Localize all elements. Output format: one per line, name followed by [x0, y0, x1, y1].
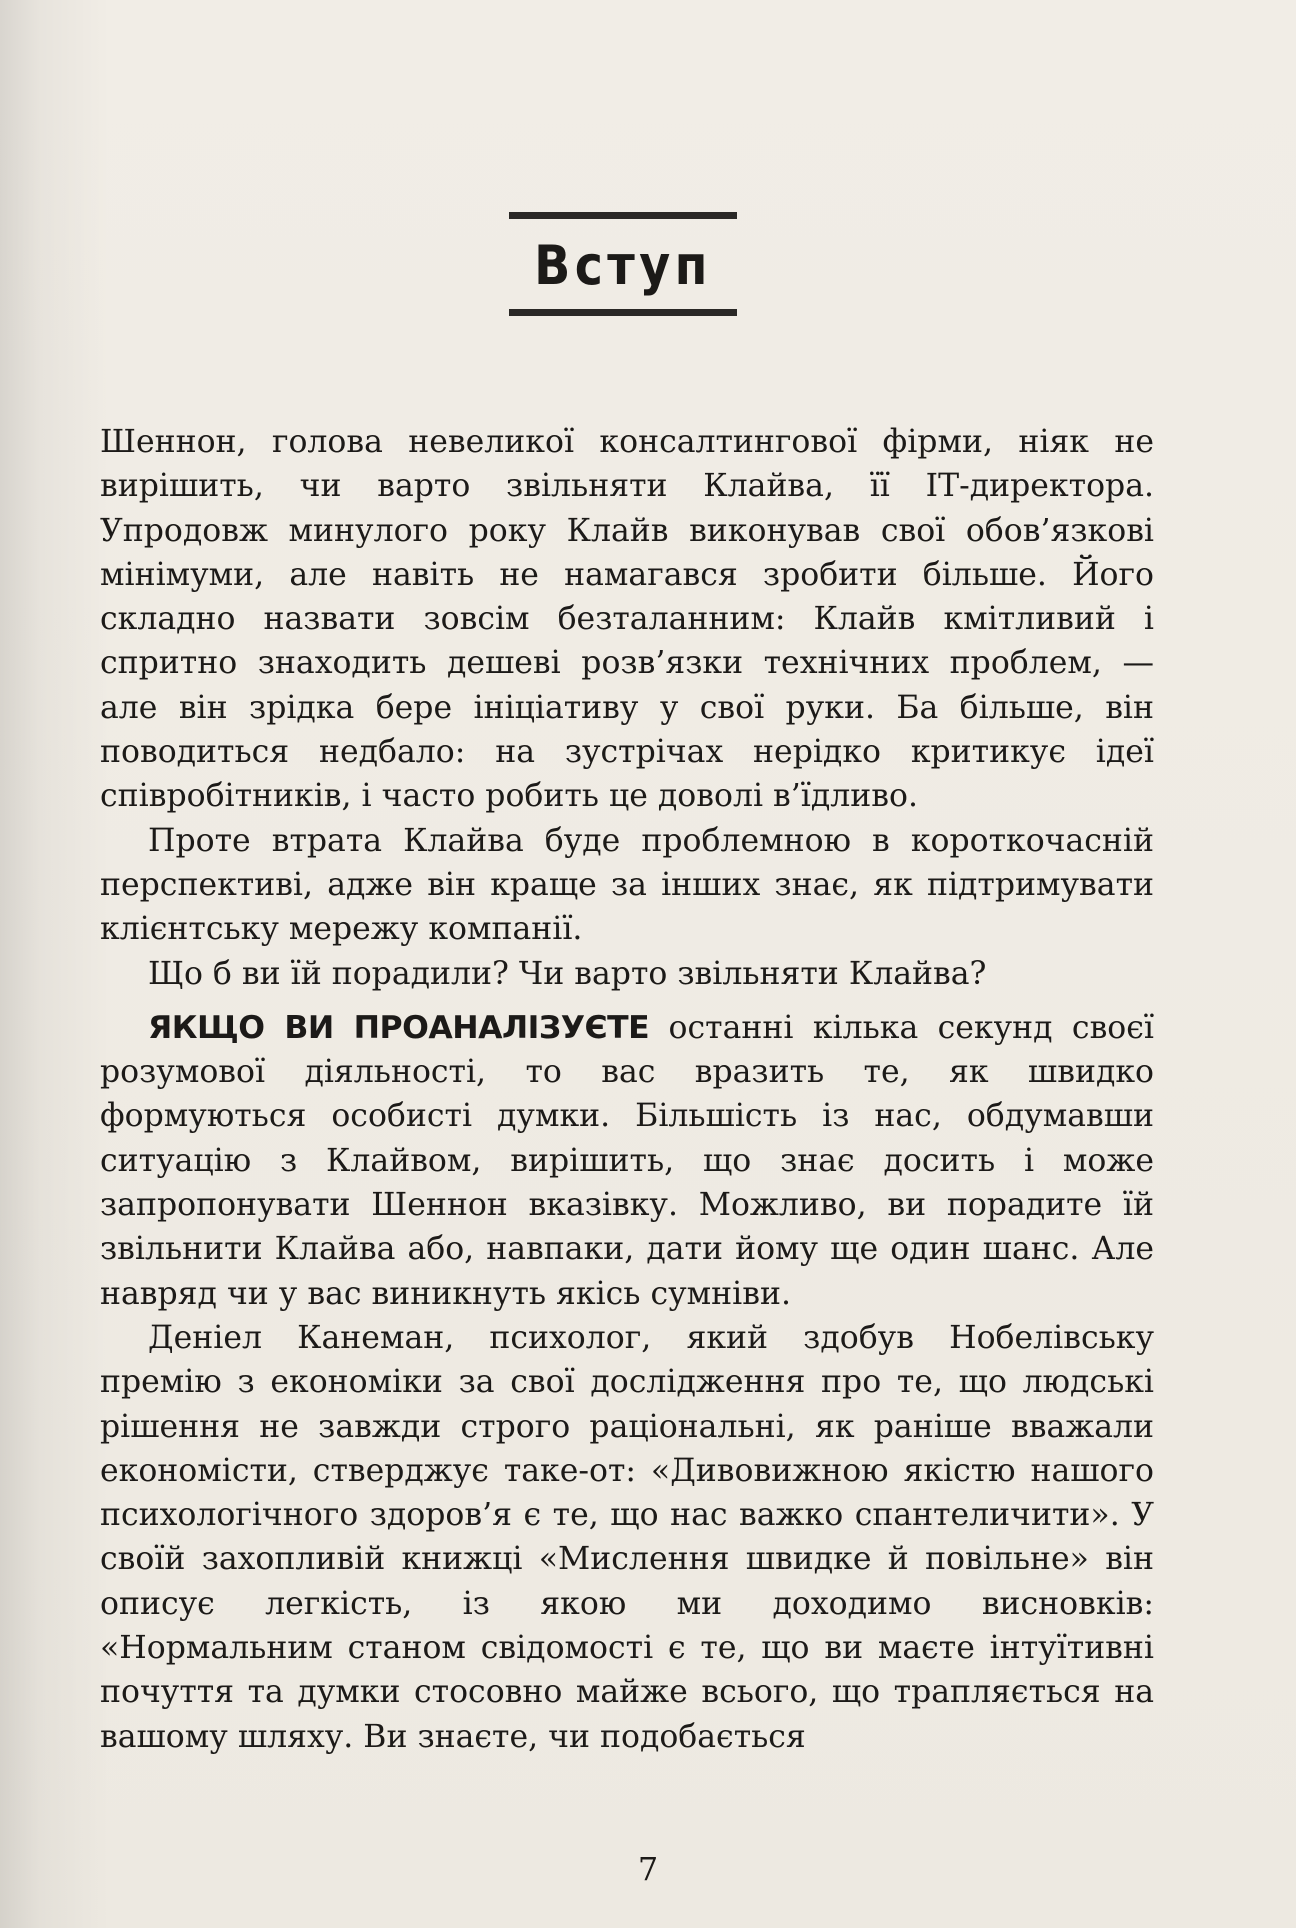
paragraph-1: Шеннон, голова невеликої консалтингової фірми, ніяк не вирішить, чи варто звільняти Клайва, її ІТ-директора. Упродовж минулого року Клайв виконував свої обов’язкові мінімуми, але навіть не намагався зробити більше. Його складно назвати зовсім безталанним: Клайв кмітливий і спритно знаходить дешеві розв’язки технічних проблем, — але він зрідка бере ініціативу у свої руки. Ба більше, він поводиться недбало: на зустрічах нерідко критикує ідеї співробітників, і часто робить це доволі в’їдливо.	[100, 424, 1154, 815]
body-text	[100, 420, 1154, 1759]
chapter-heading	[508, 212, 738, 316]
heading-bottom-rule	[509, 309, 737, 316]
paragraph-4-lead: ЯКЩО ВИ ПРОАНАЛІЗУЄТЕ	[148, 1009, 650, 1046]
page-number: 7	[637, 1850, 659, 1888]
paragraph-2: Проте втрата Клайва буде проблемною в короткочасній перспективі, адже він краще за інших знає, як підтримувати клієнтську мережу компанії.	[100, 822, 1154, 948]
heading-top-rule	[509, 212, 737, 219]
paragraph-5: Деніел Канеман, психолог, який здобув Нобелівську премію з економіки за свої дослідження про те, що людські рішення не завжди строго раціональні, як раніше вважали економісти, стверджує таке-от: «Дивовижною якістю нашого психологічного здоров’я є те, що нас важко спантеличити». У своїй захопливій книжці «Мислення швидке й повільне» він описує легкість, із якою ми доходимо висновків: «Нормальним станом свідомості є те, що ви маєте інтуїтивні почуття та думки стосовно майже всього, що трапляється на вашому шляху. Ви знаєте, чи подобається	[100, 1319, 1154, 1755]
chapter-title: Вступ	[534, 234, 712, 297]
paragraph-3: Що б ви їй порадили? Чи варто звільняти Клайва?	[148, 955, 987, 992]
paragraph-4-text: останні кілька секунд своєї розумової діяльності, то вас вразить те, як швидко формуються особисті думки. Більшість із нас, обдумавши ситуацію з Клайвом, вирішить, що знає досить і може запропонувати Шеннон вказівку. Можливо, ви порадите їй звільнити Клайва або, навпаки, дати йому ще один шанс. Але навряд чи у вас виникнуть якісь сумніви.	[100, 1009, 1154, 1312]
paragraph-4	[100, 1006, 1154, 1316]
